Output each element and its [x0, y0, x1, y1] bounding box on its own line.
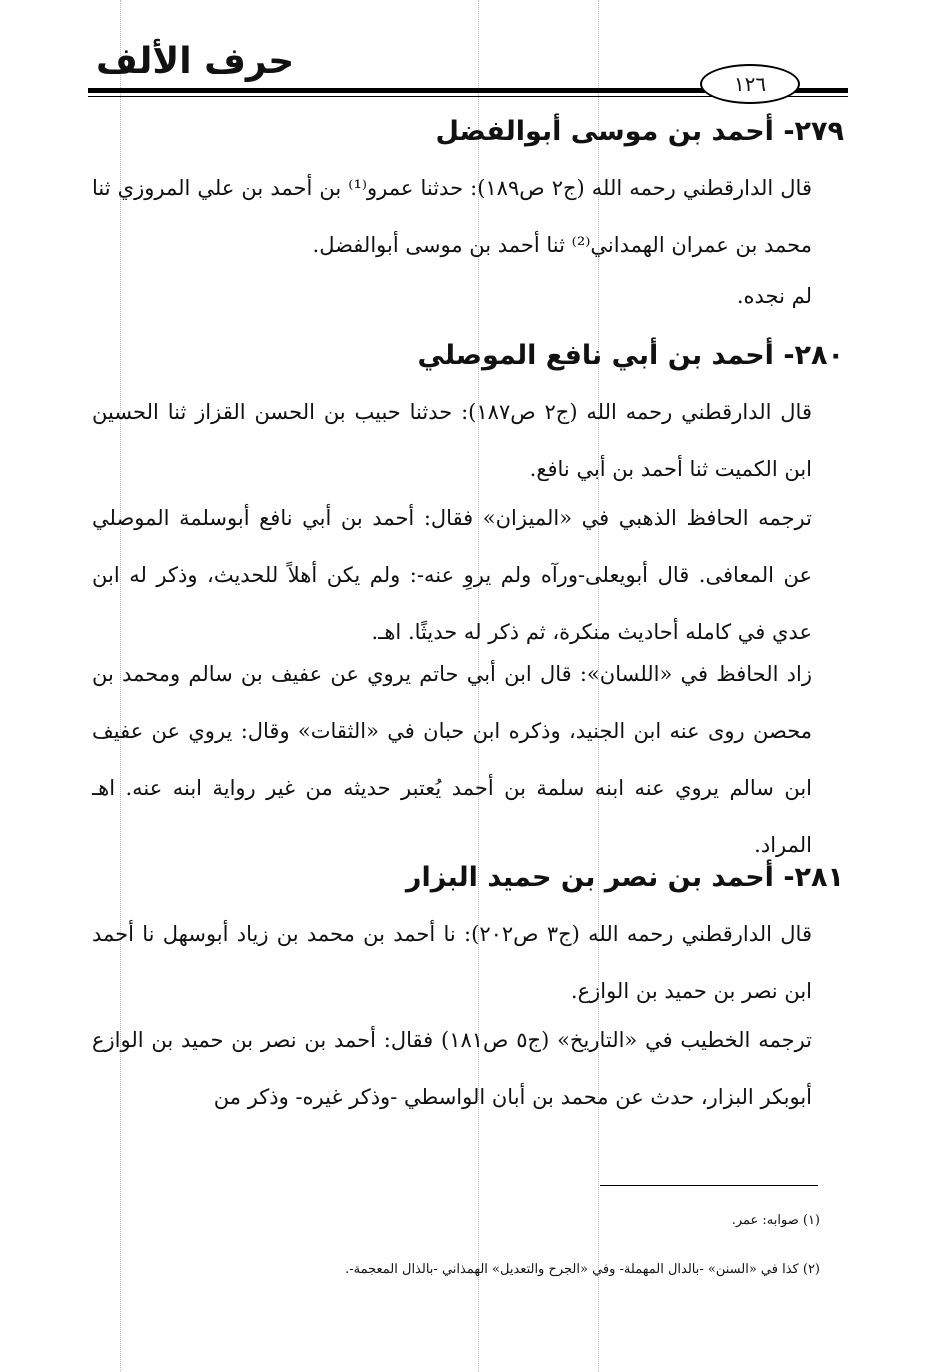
entry-heading: ٢٧٩- أحمد بن موسى أبوالفضل: [435, 116, 844, 147]
chapter-title: حرف الألف: [96, 41, 295, 82]
entry-paragraph: قال الدارقطني رحمه الله (ج٢ ص١٨٧): حدثنا حبيب بن الحسن القزاز ثنا الحسين ابن الكميت ثنا أحمد بن أبي نافع.: [92, 400, 812, 481]
footnote: (٢) كذا في «السنن» -بالدال المهملة- وفي «الجرح والتعديل» الهمذاني -بالذال المعجمة-.: [345, 1262, 820, 1277]
entry-paragraph: ترجمه الخطيب في «التاريخ» (ج٥ ص١٨١) فقال: أحمد بن نصر بن حميد بن الوازع أبوبكر البزار، حدث عن محمد بن أبان الواسطي -وذكر غيره- وذكر من: [92, 1028, 813, 1109]
entry-paragraph: لم نجده.: [736, 284, 812, 308]
entry-paragraph: قال الدارقطني رحمه الله (ج٣ ص٢٠٢): نا أحمد بن محمد بن زياد أبوسهل نا أحمد ابن نصر بن حميد بن الوازع.: [92, 922, 812, 1003]
page-number: ١٢٦: [700, 64, 800, 104]
entry-heading: ٢٨١- أحمد بن نصر بن حميد البزار: [405, 862, 844, 893]
footnote-rule: [600, 1185, 818, 1186]
entry-heading: ٢٨٠- أحمد بن أبي نافع الموصلي: [417, 340, 844, 371]
entry-paragraph: ترجمه الحافظ الذهبي في «الميزان» فقال: أحمد بن أبي نافع أبوسلمة الموصلي عن المعافى. قال أبويعلى-ورآه ولم يروِ عنه-: ولم يكن أهلاً للحديث، وذكر له ابن عدي في كامله أحاديث منكرة، ثم ذكر له حديثًا. اهـ.: [92, 506, 812, 644]
footnote: (١) صوابه: عمر.: [731, 1213, 820, 1228]
entry-paragraph: زاد الحافظ في «اللسان»: قال ابن أبي حاتم يروي عن عفيف بن سالم ومحمد بن محصن روى عنه ابن الجنيد، وذكره ابن حبان في «الثقات» وقال: يروي عن عفيف ابن سالم يروي عنه ابنه سلمة بن أحمد يُعتبر حديثه من غير رواية ابنه عنه. اهـ المراد.: [92, 662, 812, 857]
entry-paragraph: قال الدارقطني رحمه الله (ج٢ ص١٨٩): حدثنا عمرو⁽¹⁾ بن أحمد بن علي المروزي ثنا محمد بن عمران الهمداني⁽²⁾ ثنا أحمد بن موسى أبوالفضل.: [92, 176, 812, 257]
